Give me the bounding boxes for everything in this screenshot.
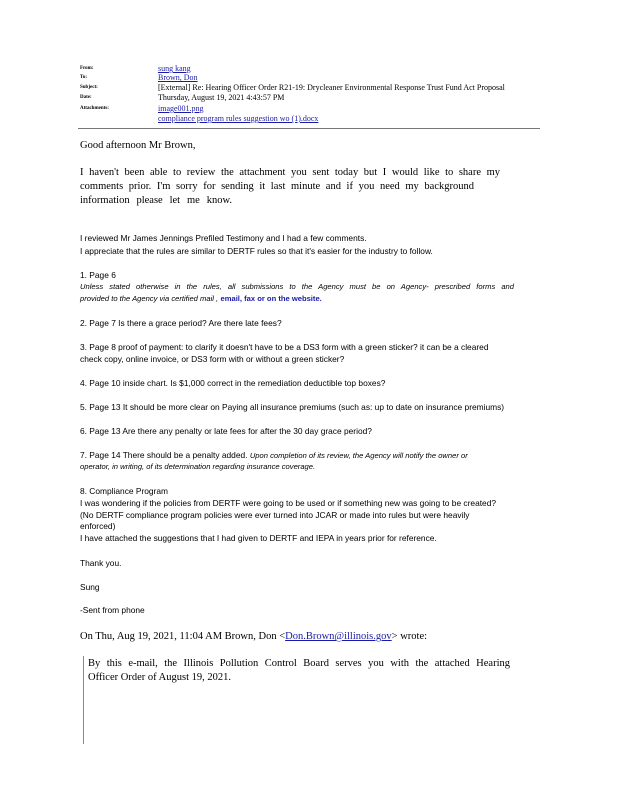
item2: 2. Page 7 Is there a grace period? Are there late fees?	[80, 318, 282, 328]
item7-line1	[80, 450, 468, 460]
quote-line-1: By this e-mail, the Illinois Pollution Control Board serves you with the attached Hearing	[88, 658, 510, 669]
header-divider	[78, 128, 540, 129]
item1-line2-blue: email, fax or on the website.	[220, 294, 322, 303]
sent-from: -Sent from phone	[80, 605, 145, 615]
intro-line-1: I haven't been able to review the attachment you sent today but I would like to share my	[80, 167, 500, 178]
item7-line2: operator, in writing, of its determination regarding insurance coverage.	[80, 462, 316, 471]
item8-line1: I was wondering if the policies from DERTF were going to be used or if something new was going to be created?	[80, 498, 497, 508]
item3-line1: 3. Page 8 proof of payment: to clarify it doesn't have to be a DS3 form with a green sticker? it can be a cleared	[80, 342, 489, 352]
reply-suffix: > wrote:	[391, 631, 428, 642]
intro-line-3: information please let me know.	[80, 195, 232, 206]
item3-line2: check copy, online invoice, or DS3 form with or without a green sticker?	[80, 354, 345, 364]
item1-line2	[80, 293, 322, 303]
attachment-link-2[interactable]: compliance program rules suggestion wo (1).docx	[158, 114, 319, 123]
item8-line4: I have attached the suggestions that I had given to DERTF and IEPA in years prior for reference.	[80, 533, 437, 543]
from-label: From:	[80, 66, 94, 71]
item6: 6. Page 13 Are there any penalty or late fees for after the 30 day grace period?	[80, 426, 372, 436]
to-link[interactable]: Brown, Don	[158, 73, 198, 82]
to-label: To:	[80, 75, 88, 80]
intro-line-2: comments prior. I'm sorry for sending it last minute and if you need my background	[80, 181, 474, 192]
from-link[interactable]: sung kang	[158, 64, 191, 73]
item8-title: 8. Compliance Program	[80, 486, 168, 496]
subject-label: Subject:	[80, 85, 98, 90]
quote-line-2: Officer Order of August 19, 2021.	[88, 672, 231, 683]
reply-email-link[interactable]: Don.Brown@illinois.gov	[285, 631, 392, 642]
attachments-label: Attachments:	[80, 106, 109, 111]
reply-header	[80, 631, 427, 642]
item5: 5. Page 13 It should be more clear on Paying all insurance premiums (such as: up to date on insurance premiums)	[80, 402, 505, 412]
reply-prefix: On Thu, Aug 19, 2021, 11:04 AM Brown, Don <	[80, 631, 286, 642]
item7-line1-italic: Upon completion of its review, the Agency will notify the owner or	[249, 451, 468, 460]
thanks: Thank you.	[80, 558, 122, 568]
greeting: Good afternoon Mr Brown,	[80, 140, 196, 151]
item1-title: 1. Page 6	[80, 270, 116, 280]
item1-line2-italic: provided to the Agency via certified mail ,	[80, 294, 219, 303]
item4: 4. Page 10 inside chart. Is $1,000 correct in the remediation deductible top boxes?	[80, 378, 386, 388]
item8-line2: (No DERTF compliance program policies were ever turned into JCAR or made into rules but were heavily	[80, 510, 470, 520]
attachment-link-1[interactable]: image001.png	[158, 104, 204, 113]
body-p1-line1: I reviewed Mr James Jennings Prefiled Testimony and I had a few comments.	[80, 233, 367, 243]
item1-line1: Unless stated otherwise in the rules, all submissions to the Agency must be on Agency- prescribed forms and	[80, 282, 514, 291]
quote-bar	[83, 656, 84, 744]
subject-value: [External] Re: Hearing Officer Order R21-19: Drycleaner Environmental Response Trust Fund Act Proposal	[158, 83, 505, 92]
date-label: Date:	[80, 95, 92, 100]
item8-line3: enforced)	[80, 521, 116, 531]
signature: Sung	[80, 582, 100, 592]
item7-line1-plain: 7. Page 14 There should be a penalty added.	[80, 450, 248, 460]
date-value: Thursday, August 19, 2021 4:43:57 PM	[158, 93, 285, 102]
body-p1-line2: I appreciate that the rules are similar to DERTF rules so that it's easier for the industry to follow.	[80, 246, 433, 256]
